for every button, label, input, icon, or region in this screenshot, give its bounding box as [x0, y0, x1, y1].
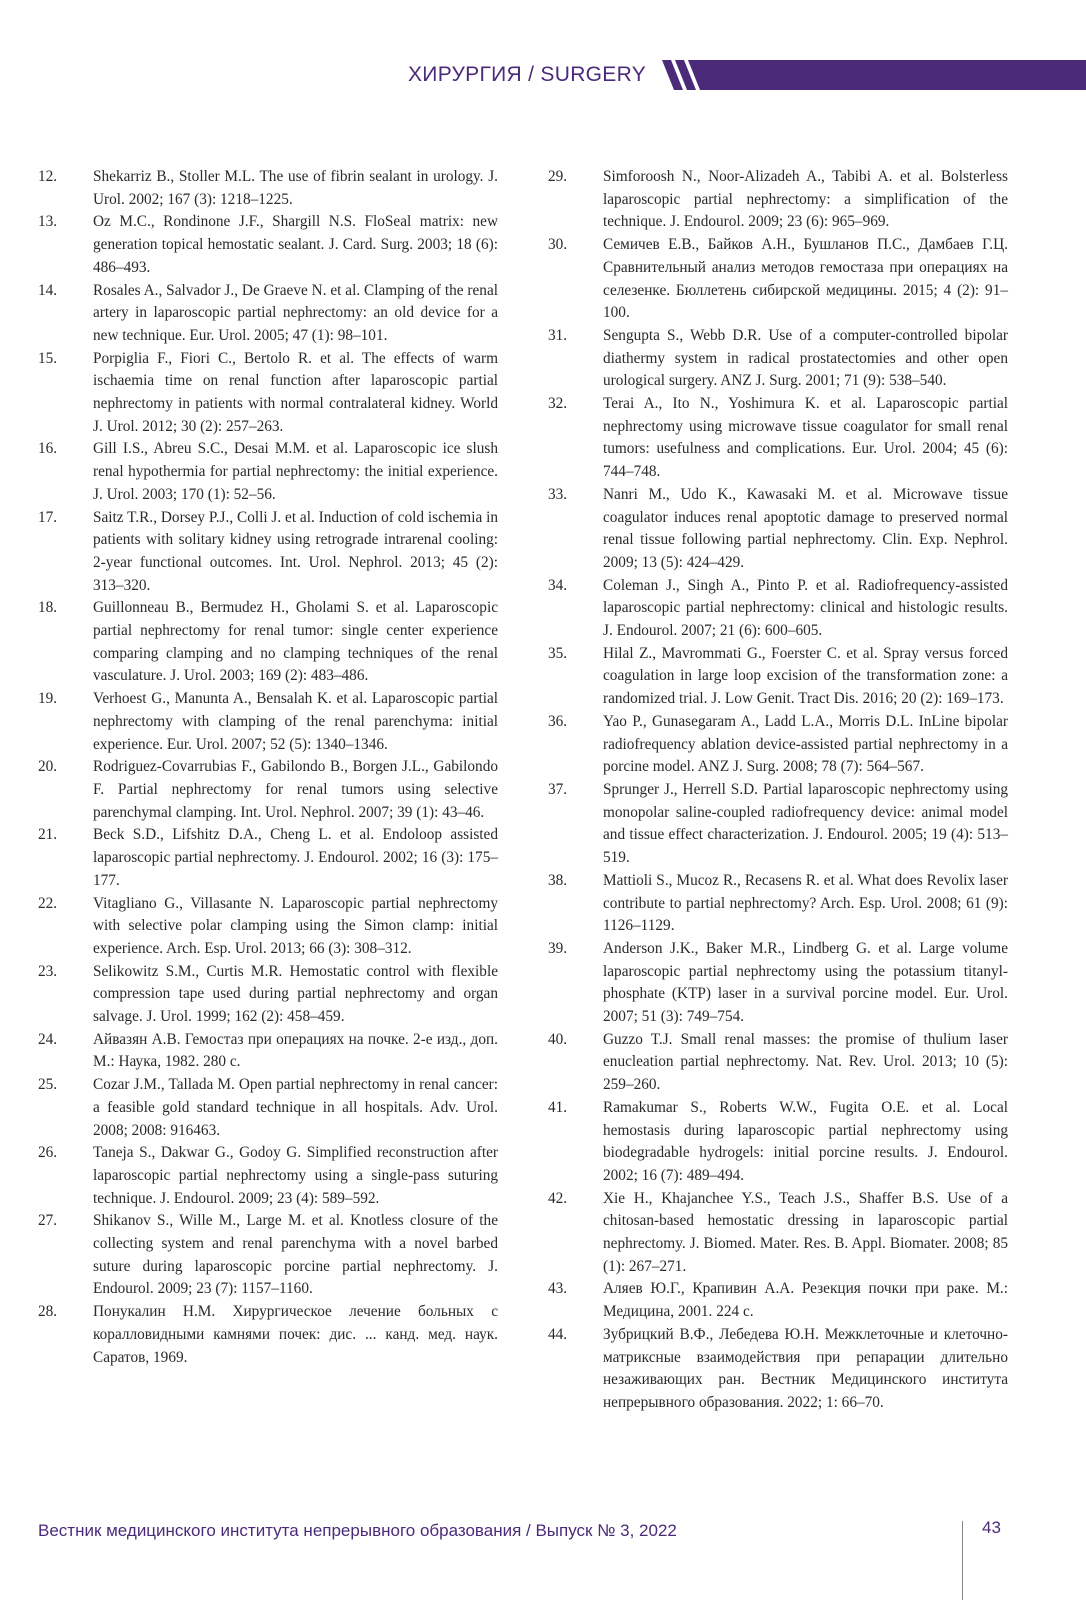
reference-text: Simforoosh N., Noor-Alizadeh A., Tabibi A. et al. Bolsterless laparoscopic partial nephrectomy: a simplification of the technique. J. Endourol. 2009; 23 (6): 965–969. — [603, 168, 1008, 231]
reference-item — [38, 507, 498, 598]
reference-number: 24. — [38, 1030, 58, 1048]
reference-item — [548, 1188, 1008, 1279]
page-number: 43 — [982, 1518, 1001, 1537]
reference-number: 31. — [548, 326, 568, 344]
reference-item — [548, 575, 1008, 643]
reference-number: 43. — [548, 1280, 568, 1298]
reference-number: 17. — [38, 508, 58, 526]
references-right-column — [548, 166, 1008, 1415]
reference-item — [38, 1142, 498, 1210]
reference-item — [548, 1029, 1008, 1097]
reference-item — [38, 824, 498, 892]
reference-item — [38, 756, 498, 824]
reference-number: 16. — [38, 440, 58, 458]
reference-item — [548, 484, 1008, 575]
reference-text: Sprunger J., Herrell S.D. Partial laparoscopic nephrectomy using monopolar saline-coupled radiofrequency device: animal model and tissue effect characterization. J. Endourol. 2005; 19 (4): 513–519. — [603, 780, 1008, 867]
reference-number: 44. — [548, 1325, 568, 1343]
reference-item — [38, 211, 498, 279]
reference-text: Yao P., Gunasegaram A., Ladd L.A., Morris D.L. InLine bipolar radiofrequency ablation device-assisted partial nephrectomy in a porcine model. ANZ J. Surg. 2008; 78 (7): 564–567. — [603, 712, 1008, 776]
reference-text: Семичев Е.В., Байков А.Н., Бушланов П.С., Дамбаев Г.Ц. Сравнительный анализ методов гемостаза при операциях на селезенке. Бюллетень сибирской медицины. 2015; 4 (2): 91–100. — [603, 236, 1008, 322]
reference-text: Shekarriz B., Stoller M.L. The use of fibrin sealant in urology. J. Urol. 2002; 167 (3): 1218–1225. — [93, 168, 498, 208]
reference-item — [548, 325, 1008, 393]
reference-item — [548, 1097, 1008, 1188]
reference-number: 15. — [38, 349, 58, 367]
reference-number: 23. — [38, 962, 58, 980]
reference-text: Аляев Ю.Г., Крапивин А.А. Резекция почки при раке. М.: Медицина, 2001. 224 с. — [603, 1280, 1008, 1321]
reference-item — [38, 280, 498, 348]
reference-number: 34. — [548, 576, 568, 594]
reference-text: Terai A., Ito N., Yoshimura K. et al. Laparoscopic partial nephrectomy using microwave tissue coagulator for small renal tumors: usefulness and complications. Eur. Urol. 2004; 45 (6): 744–748. — [603, 395, 1008, 481]
reference-item — [548, 166, 1008, 234]
reference-number: 13. — [38, 213, 58, 231]
reference-text: Rodriguez-Covarrubias F., Gabilondo B., Borgen J.L., Gabilondo F. Partial nephrectomy for renal tumors using selective parenchymal clamping. Int. Urol. Nephrol. 2007; 39 (1): 43–46. — [93, 758, 498, 821]
reference-number: 19. — [38, 690, 58, 708]
reference-item — [548, 870, 1008, 938]
reference-number: 26. — [38, 1144, 58, 1162]
reference-item — [38, 438, 498, 506]
reference-number: 37. — [548, 780, 568, 798]
reference-number: 38. — [548, 871, 568, 889]
reference-item — [548, 711, 1008, 779]
references-left-column — [38, 166, 498, 1369]
reference-text: Verhoest G., Manunta A., Bensalah K. et al. Laparoscopic partial nephrectomy with clamping of the renal parenchyma: initial experience. Eur. Urol. 2007; 52 (5): 1340–1346. — [93, 690, 498, 753]
reference-text: Oz M.C., Rondinone J.F., Shargill N.S. FloSeal matrix: new generation topical hemostatic sealant. J. Card. Surg. 2003; 18 (6): 486–493. — [93, 213, 498, 276]
reference-text: Понукалин Н.М. Хирургическое лечение больных с коралловидными камнями почек: дис. ... канд. мед. наук. Саратов, 1969. — [93, 1303, 498, 1366]
reference-text: Зубрицкий В.Ф., Лебедева Ю.Н. Межклеточные и клеточно-матриксные взаимодействия при репарации длительно незаживающих ран. Вестник Медицинского института непрерывного образования. 2022; 1: 66–70. — [603, 1325, 1008, 1411]
reference-number: 12. — [38, 168, 58, 185]
reference-number: 20. — [38, 758, 58, 776]
reference-text: Guillonneau B., Bermudez H., Gholami S. et al. Laparoscopic partial nephrectomy for renal tumor: single center experience comparing clamping and no clamping techniques of the renal vasculature. J. Urol. 2003; 169 (2): 483–486. — [93, 599, 498, 685]
reference-text: Gill I.S., Abreu S.C., Desai M.M. et al. Laparoscopic ice slush renal hypothermia for partial nephrectomy: the initial experience. J. Urol. 2003; 170 (1): 52–56. — [93, 440, 498, 503]
reference-number: 14. — [38, 281, 58, 299]
reference-item — [548, 643, 1008, 711]
reference-text: Ramakumar S., Roberts W.W., Fugita O.E. et al. Local hemostasis during laparoscopic partial nephrectomy using biodegradable hydrogels: initial porcine results. J. Endourol. 2002; 16 (7): 489–494. — [603, 1098, 1008, 1184]
reference-number: 39. — [548, 939, 568, 957]
reference-number: 36. — [548, 712, 568, 730]
reference-text: Porpiglia F., Fiori C., Bertolo R. et al. The effects of warm ischaemia time on renal function after laparoscopic partial nephrectomy in patients with normal contralateral kidney. World J. Urol. 2012; 30 (2): 257–263. — [93, 349, 498, 435]
reference-item — [38, 688, 498, 756]
reference-number: 29. — [548, 168, 568, 185]
reference-number: 27. — [38, 1212, 58, 1230]
reference-number: 25. — [38, 1076, 58, 1094]
reference-number: 42. — [548, 1189, 568, 1207]
reference-text: Anderson J.K., Baker M.R., Lindberg G. et al. Large volume laparoscopic partial nephrectomy using the potassium titanyl-phosphate (KTP) laser in a survival porcine model. Eur. Urol. 2007; 51 (3): 749–754. — [603, 939, 1008, 1026]
reference-item — [38, 1074, 498, 1142]
reference-item — [548, 1278, 1008, 1323]
reference-item — [38, 597, 498, 688]
reference-item — [548, 234, 1008, 325]
reference-item — [548, 1324, 1008, 1415]
reference-item — [38, 1210, 498, 1301]
reference-item — [548, 779, 1008, 870]
reference-text: Guzzo T.J. Small renal masses: the promise of thulium laser enucleation partial nephrectomy. Nat. Rev. Urol. 2013; 10 (5): 259–260. — [603, 1030, 1008, 1094]
reference-text: Nanri M., Udo K., Kawasaki M. et al. Microwave tissue coagulator induces renal apoptotic damage to preserved normal renal tissue following partial nephrectomy. Clin. Exp. Nephrol. 2009; 13 (5): 424–429. — [603, 485, 1008, 571]
reference-number: 40. — [548, 1030, 568, 1048]
reference-item — [548, 938, 1008, 1029]
reference-item — [38, 166, 498, 211]
reference-text: Xie H., Khajanchee Y.S., Teach J.S., Shaffer B.S. Use of a chitosan-based hemostatic dressing in laparoscopic partial nephrectomy. J. Biomed. Mater. Res. B. Appl. Biomater. 2008; 85 (1): 267–271. — [603, 1189, 1008, 1275]
reference-item — [548, 393, 1008, 484]
reference-number: 18. — [38, 599, 58, 617]
reference-text: Sengupta S., Webb D.R. Use of a computer-controlled bipolar diathermy system in radical prostatectomies and other open urological surgery. ANZ J. Surg. 2001; 71 (9): 538–540. — [603, 326, 1008, 390]
reference-text: Saitz T.R., Dorsey P.J., Colli J. et al. Induction of cold ischemia in patients with solitary kidney using retrograde intrarenal cooling: 2-year functional outcomes. Int. Urol. Nephrol. 2013; 45 (2): 313–320. — [93, 508, 498, 594]
reference-text: Shikanov S., Wille M., Large M. et al. Knotless closure of the collecting system and renal parenchyma with a novel barbed suture during laparoscopic porcine partial nephrectomy. J. Endourol. 2009; 23 (7): 1157–1160. — [93, 1212, 498, 1298]
reference-number: 41. — [548, 1098, 568, 1116]
reference-item — [38, 961, 498, 1029]
reference-text: Айвазян А.В. Гемостаз при операциях на почке. 2-е изд., доп. М.: Наука, 1982. 280 с. — [93, 1030, 498, 1071]
reference-number: 35. — [548, 644, 568, 662]
reference-text: Rosales A., Salvador J., De Graeve N. et al. Clamping of the renal artery in laparoscopic partial nephrectomy: an old device for a new technique. Eur. Urol. 2005; 47 (1): 98–101. — [93, 281, 498, 344]
reference-item — [38, 348, 498, 439]
reference-text: Cozar J.M., Tallada M. Open partial nephrectomy in renal cancer: a feasible gold standard technique in all hospitals. Adv. Urol. 2008; 2008: 916463. — [93, 1076, 498, 1139]
section-title: ХИРУРГИЯ / SURGERY — [408, 63, 646, 86]
reference-item — [38, 893, 498, 961]
reference-item — [38, 1301, 498, 1369]
reference-number: 32. — [548, 395, 568, 413]
reference-number: 22. — [38, 894, 58, 912]
journal-footer: Вестник медицинского института непрерывного образования / Выпуск № 3, 2022 — [38, 1521, 677, 1540]
reference-item — [38, 1029, 498, 1074]
reference-text: Beck S.D., Lifshitz D.A., Cheng L. et al. Endoloop assisted laparoscopic partial nephrectomy. J. Endourol. 2002; 16 (3): 175–177. — [93, 826, 498, 889]
header-decoration — [662, 60, 1086, 90]
footer-divider — [962, 1521, 963, 1600]
reference-text: Selikowitz S.M., Curtis M.R. Hemostatic control with flexible compression tape used during partial nephrectomy and organ salvage. J. Urol. 1999; 162 (2): 458–459. — [93, 962, 498, 1026]
reference-number: 33. — [548, 485, 568, 503]
reference-text: Coleman J., Singh A., Pinto P. et al. Radiofrequency-assisted laparoscopic partial nephrectomy: clinical and histologic results. J. Endourol. 2007; 21 (6): 600–605. — [603, 576, 1008, 640]
reference-text: Taneja S., Dakwar G., Godoy G. Simplified reconstruction after laparoscopic partial nephrectomy using a single-pass suturing technique. J. Endourol. 2009; 23 (4): 589–592. — [93, 1144, 498, 1207]
reference-number: 30. — [548, 236, 568, 254]
reference-number: 28. — [38, 1303, 58, 1321]
reference-text: Mattioli S., Mucoz R., Recasens R. et al. What does Revolix laser contribute to partial nephrectomy? Arch. Esp. Urol. 2008; 61 (9): 1126–1129. — [603, 871, 1008, 935]
reference-text: Vitagliano G., Villasante N. Laparoscopic partial nephrectomy with selective polar clamping using the Simon clamp: initial experience. Arch. Esp. Urol. 2013; 66 (3): 308–312. — [93, 894, 498, 957]
reference-text: Hilal Z., Mavrommati G., Foerster C. et al. Spray versus forced coagulation in large loop excision of the transformation zone: a randomized trial. J. Low Genit. Tract Dis. 2016; 20 (2): 169–173. — [603, 644, 1008, 708]
reference-number: 21. — [38, 826, 58, 844]
